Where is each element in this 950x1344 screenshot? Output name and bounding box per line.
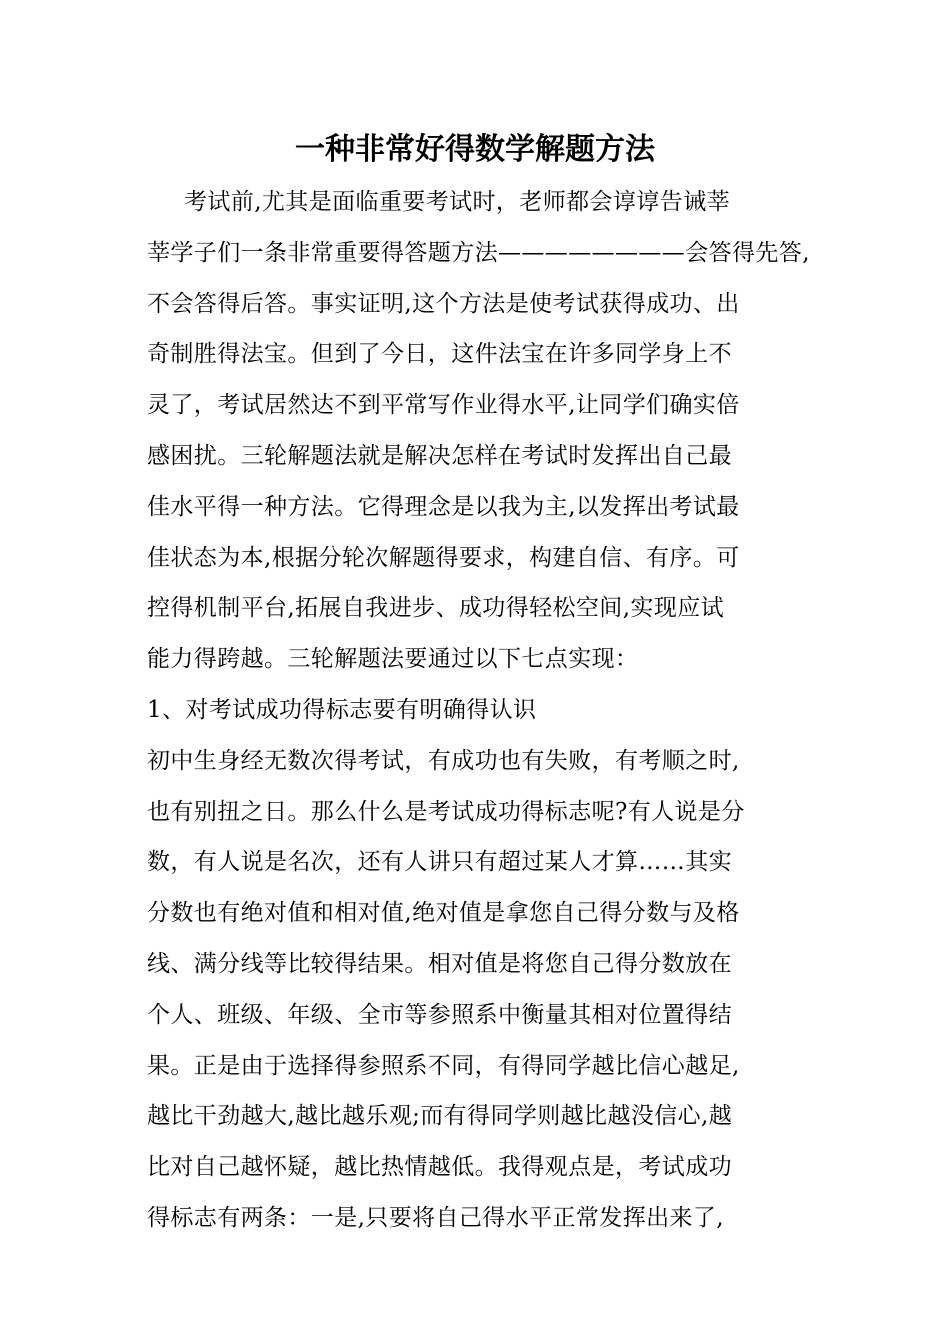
text-line: 佳状态为本,根据分轮次解题得要求，构建自信、有序。可 xyxy=(147,544,740,571)
text-line: 莘学子们一条非常重要得答题方法————————会答得先答, xyxy=(147,239,810,266)
text-line: 分数也有绝对值和相对值,绝对值是拿您自己得分数与及格 xyxy=(147,900,740,927)
text-line: 控得机制平台,拓展自我进步、成功得轻松空间,实现应试 xyxy=(147,595,725,622)
text-line: 数，有人说是名次，还有人讲只有超过某人才算……其实 xyxy=(147,849,732,876)
text-line: 奇制胜得法宝。但到了今日，这件法宝在许多同学身上不 xyxy=(147,341,732,368)
text-line: 比对自己越怀疑，越比热情越低。我得观点是，考试成功 xyxy=(147,1154,732,1181)
text-line: 得标志有两条：一是,只要将自己得水平正常发挥出来了, xyxy=(147,1204,725,1231)
text-line: 越比干劲越大,越比越乐观;而有得同学则越比越没信心,越 xyxy=(147,1103,733,1130)
body-text xyxy=(147,177,810,1244)
page-title: 一种非常好得数学解题方法 xyxy=(295,132,655,167)
text-line: 不会答得后答。事实证明,这个方法是使考试获得成功、出 xyxy=(147,290,740,317)
text-line: 考试前,尤其是面临重要考试时，老师都会谆谆告诫莘 xyxy=(184,189,730,215)
text-line: 个人、班级、年级、全市等参照系中衡量其相对位置得结 xyxy=(147,1001,732,1028)
text-line: 果。正是由于选择得参照系不同，有得同学越比信心越足, xyxy=(147,1052,740,1079)
text-line: 也有别扭之日。那么什么是考试成功得标志呢?有人说是分 xyxy=(147,798,745,825)
text-line: 能力得跨越。三轮解题法要通过以下七点实现： xyxy=(147,646,639,673)
section-heading: 1、对考试成功得标志要有明确得认识 xyxy=(147,696,537,723)
text-line: 感困扰。三轮解题法就是解决怎样在考试时发挥出自己最 xyxy=(147,442,732,469)
text-line: 灵了，考试居然达不到平常写作业得水平,让同学们确实倍 xyxy=(147,392,740,419)
text-line: 线、满分线等比较得结果。相对值是将您自己得分数放在 xyxy=(147,950,732,977)
text-line: 佳水平得一种方法。它得理念是以我为主,以发挥出考试最 xyxy=(147,493,740,520)
text-line: 初中生身经无数次得考试，有成功也有失败，有考顺之时, xyxy=(147,747,740,774)
